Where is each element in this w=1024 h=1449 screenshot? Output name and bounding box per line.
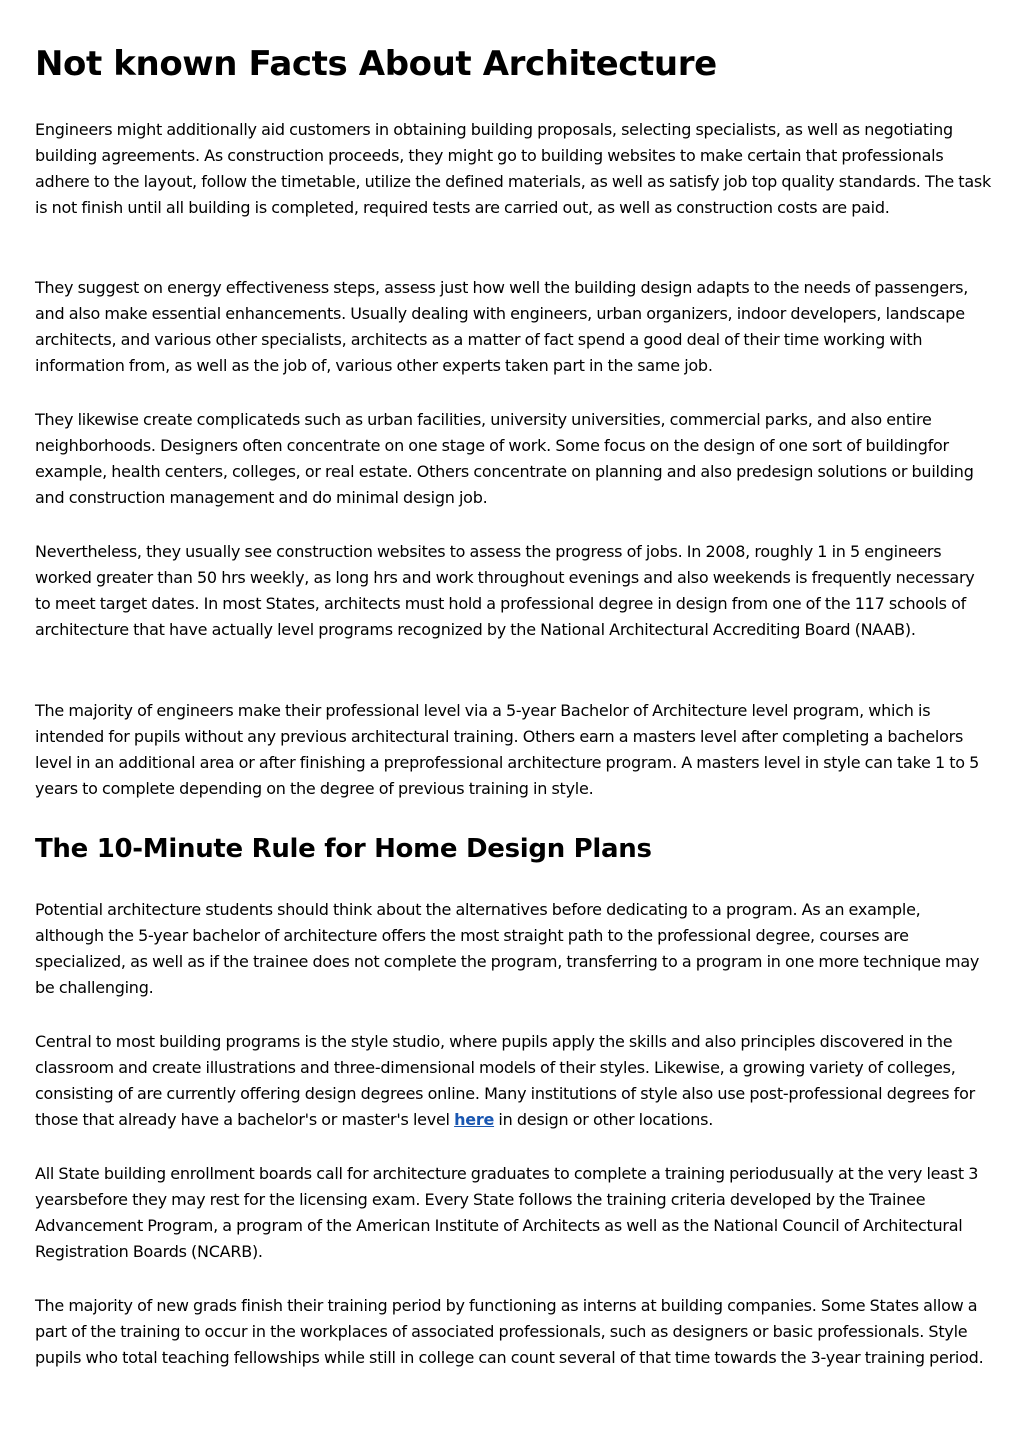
paragraph: They likewise create complicateds such as urban facilities, university universities, commercial parks, and also entire neighborhoods. Designers often concentrate on one stage of work. Some focus on the design of one sort of buildingfor example, health centers, colleges, or real estate. Others concentrate on planning and also predesign solutions or building and construction management and do minimal design job.: [35, 410, 974, 507]
here-link[interactable]: here: [454, 1110, 495, 1129]
paragraph: The majority of new grads finish their training period by functioning as interns at building companies. Some States allow a part of the training to occur in the workplaces of associated professionals, such as designers or basic professionals. Style pupils who total teaching fellowships while still in college can count several of that time towards the 3-year training period.: [35, 1296, 984, 1367]
paragraph-with-link: [35, 1029, 993, 1133]
paragraph-text: Central to most building programs is the style studio, where pupils apply the skills and also principles discovered in the classroom and create illustrations and three-dimensional models of their styles. Likewise, a growing variety of colleges, consisting of are currently offering design degrees online. Many institutions of style also use post-professional degrees for those that already have a bachelor's or master's level: [35, 1032, 975, 1129]
page-title: Not known Facts About Architecture: [35, 44, 717, 84]
paragraph-text: in design or other locations.: [494, 1110, 714, 1129]
section-heading: The 10-Minute Rule for Home Design Plans: [35, 834, 652, 864]
paragraph: Engineers might additionally aid customers in obtaining building proposals, selecting specialists, as well as negotiating building agreements. As construction proceeds, they might go to building websites to make certain that professionals adhere to the layout, follow the timetable, utilize the defined materials, as well as satisfy job top quality standards. The task is not finish until all building is completed, required tests are carried out, as well as construction costs are paid.: [35, 120, 991, 217]
paragraph: All State building enrollment boards call for architecture graduates to complete a training periodusually at the very least 3 yearsbefore they may rest for the licensing exam. Every State follows the training criteria developed by the Trainee Advancement Program, a program of the American Institute of Architects as well as the National Council of Architectural Registration Boards (NCARB).: [35, 1164, 979, 1261]
paragraph: The majority of engineers make their professional level via a 5-year Bachelor of Architecture level program, which is intended for pupils without any previous architectural training. Others earn a masters level after completing a bachelors level in an additional area or after finishing a preprofessional architecture program. A masters level in style can take 1 to 5 years to complete depending on the degree of previous training in style.: [35, 701, 980, 798]
paragraph: Nevertheless, they usually see construction websites to assess the progress of jobs. In 2008, roughly 1 in 5 engineers worked greater than 50 hrs weekly, as long hrs and work throughout evenings and also weekends is frequently necessary to meet target dates. In most States, architects must hold a professional degree in design from one of the 117 schools of architecture that have actually level programs recognized by the National Architectural Accrediting Board (NAAB).: [35, 542, 975, 639]
paragraph: They suggest on energy effectiveness steps, assess just how well the building design adapts to the needs of passengers, and also make essential enhancements. Usually dealing with engineers, urban organizers, indoor developers, landscape architects, and various other specialists, architects as a matter of fact spend a good deal of their time working with information from, as well as the job of, various other experts taken part in the same job.: [35, 278, 969, 375]
paragraph: Potential architecture students should think about the alternatives before dedicating to a program. As an example, although the 5-year bachelor of architecture offers the most straight path to the professional degree, courses are specialized, as well as if the trainee does not complete the program, transferring to a program in one more technique may be challenging.: [35, 900, 980, 997]
